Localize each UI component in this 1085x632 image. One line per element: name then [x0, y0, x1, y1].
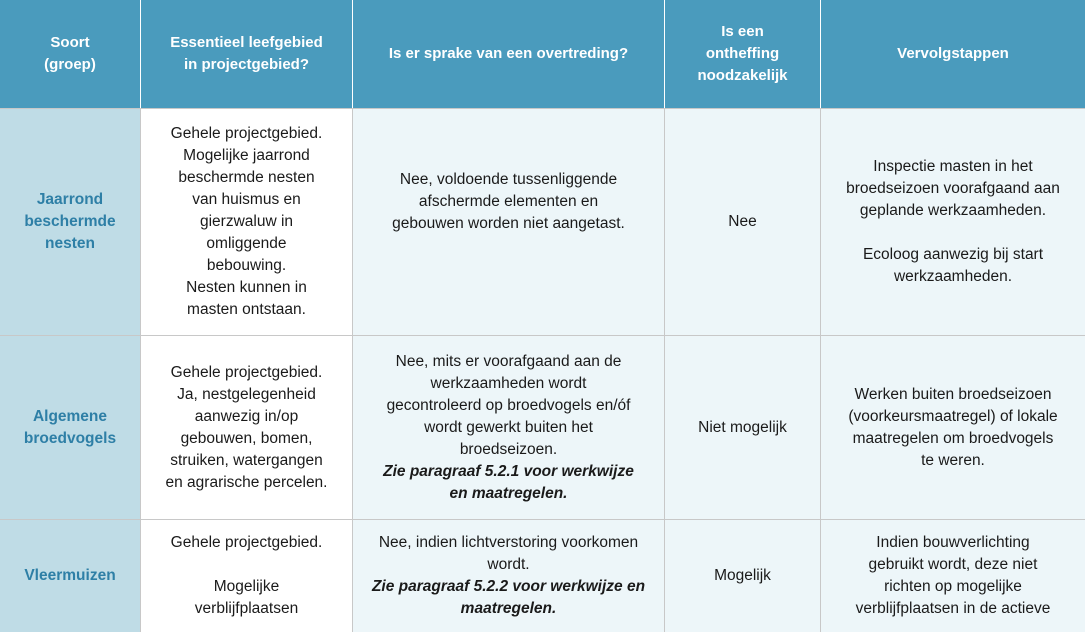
row-ontheffing-text: Niet mogelijk — [698, 418, 787, 436]
header-leefgebied-text: Essentieel leefgebied in projectgebied? — [170, 34, 323, 73]
row-overtreding-reference: Zie paragraaf 5.2.1 voor werkwijze en maatregelen. — [383, 462, 634, 502]
row-leefgebied-text-1: Gehele projectgebied. — [170, 534, 323, 551]
row-leefgebied-text: Gehele projectgebied. Ja, nestgelegenheid aanwezig in/op gebouwen, bomen, struiken, watergangen en agrarische percelen. — [165, 363, 328, 491]
row-vervolgstappen-cell — [820, 109, 1085, 335]
row-soort-cell — [0, 109, 140, 335]
row-vervolgstappen-cell — [820, 520, 1085, 632]
header-soort-text: Soort (groep) — [44, 34, 96, 73]
row-leefgebied-text-2: Mogelijke verblijfplaatsen — [194, 578, 299, 617]
row-overtreding-cell — [352, 520, 664, 632]
header-ontheffing — [664, 0, 820, 108]
row-ontheffing-cell — [664, 336, 820, 519]
row-ontheffing-cell — [664, 520, 820, 632]
row-ontheffing-text: Mogelijk — [714, 567, 771, 584]
header-vervolgstappen — [820, 0, 1085, 108]
row-overtreding-reference: Zie paragraaf 5.2.2 voor werkwijze en maatregelen. — [371, 578, 646, 617]
row-soort-text: Algemene broedvogels — [23, 407, 117, 447]
header-overtreding — [352, 0, 664, 108]
row-vervolgstappen-text-1: Inspectie masten in het broedseizoen voorafgaand aan geplande werkzaamheden. — [846, 158, 1060, 219]
row-vervolgstappen-cell — [820, 336, 1085, 519]
row-overtreding-text: Nee, voldoende tussenliggende afschermde elementen en gebouwen worden niet aangetast. — [392, 171, 625, 232]
table-row — [0, 108, 1085, 335]
row-vervolgstappen-text-2: Ecoloog aanwezig bij start werkzaamheden. — [862, 246, 1044, 285]
row-ontheffing-cell — [664, 109, 820, 335]
row-vervolgstappen-text-1: Indien bouwverlichting gebruikt wordt, deze niet richten op mogelijke verblijfplaatsen in de actieve — [855, 534, 1051, 617]
table-header-row — [0, 0, 1085, 108]
header-vervolgstappen-text: Vervolgstappen — [897, 45, 1009, 62]
row-soort-text: Jaarrond beschermde nesten — [24, 191, 116, 252]
row-vervolgstappen-text-1: Werken buiten broedseizoen (voorkeursmaatregel) of lokale maatregelen om broedvogels te weren. — [848, 385, 1058, 469]
row-overtreding-text: Nee, mits er voorafgaand aan de werkzaamheden wordt gecontroleerd op broedvogels en/óf wordt gewerkt buiten het broedseizoen. — [386, 352, 631, 458]
row-leefgebied-cell — [140, 109, 352, 335]
row-soort-text: Vleermuizen — [24, 567, 116, 584]
row-overtreding-cell — [352, 109, 664, 335]
header-soort — [0, 0, 140, 108]
row-overtreding-cell — [352, 336, 664, 519]
row-leefgebied-cell — [140, 520, 352, 632]
table-row — [0, 519, 1085, 632]
header-leefgebied — [140, 0, 352, 108]
row-ontheffing-text: Nee — [728, 213, 757, 230]
header-ontheffing-text: Is een ontheffing noodzakelijk — [697, 23, 788, 84]
row-soort-cell — [0, 336, 140, 519]
row-leefgebied-text: Gehele projectgebied. Mogelijke jaarrond beschermde nesten van huismus en gierzwaluw in omliggende bebouwing. Nesten kunnen in masten ontstaan. — [170, 125, 323, 318]
table-row — [0, 335, 1085, 519]
header-overtreding-text: Is er sprake van een overtreding? — [388, 45, 629, 62]
row-soort-cell — [0, 520, 140, 632]
row-overtreding-text: Nee, indien lichtverstoring voorkomen wordt. — [378, 534, 639, 573]
row-leefgebied-cell — [140, 336, 352, 519]
